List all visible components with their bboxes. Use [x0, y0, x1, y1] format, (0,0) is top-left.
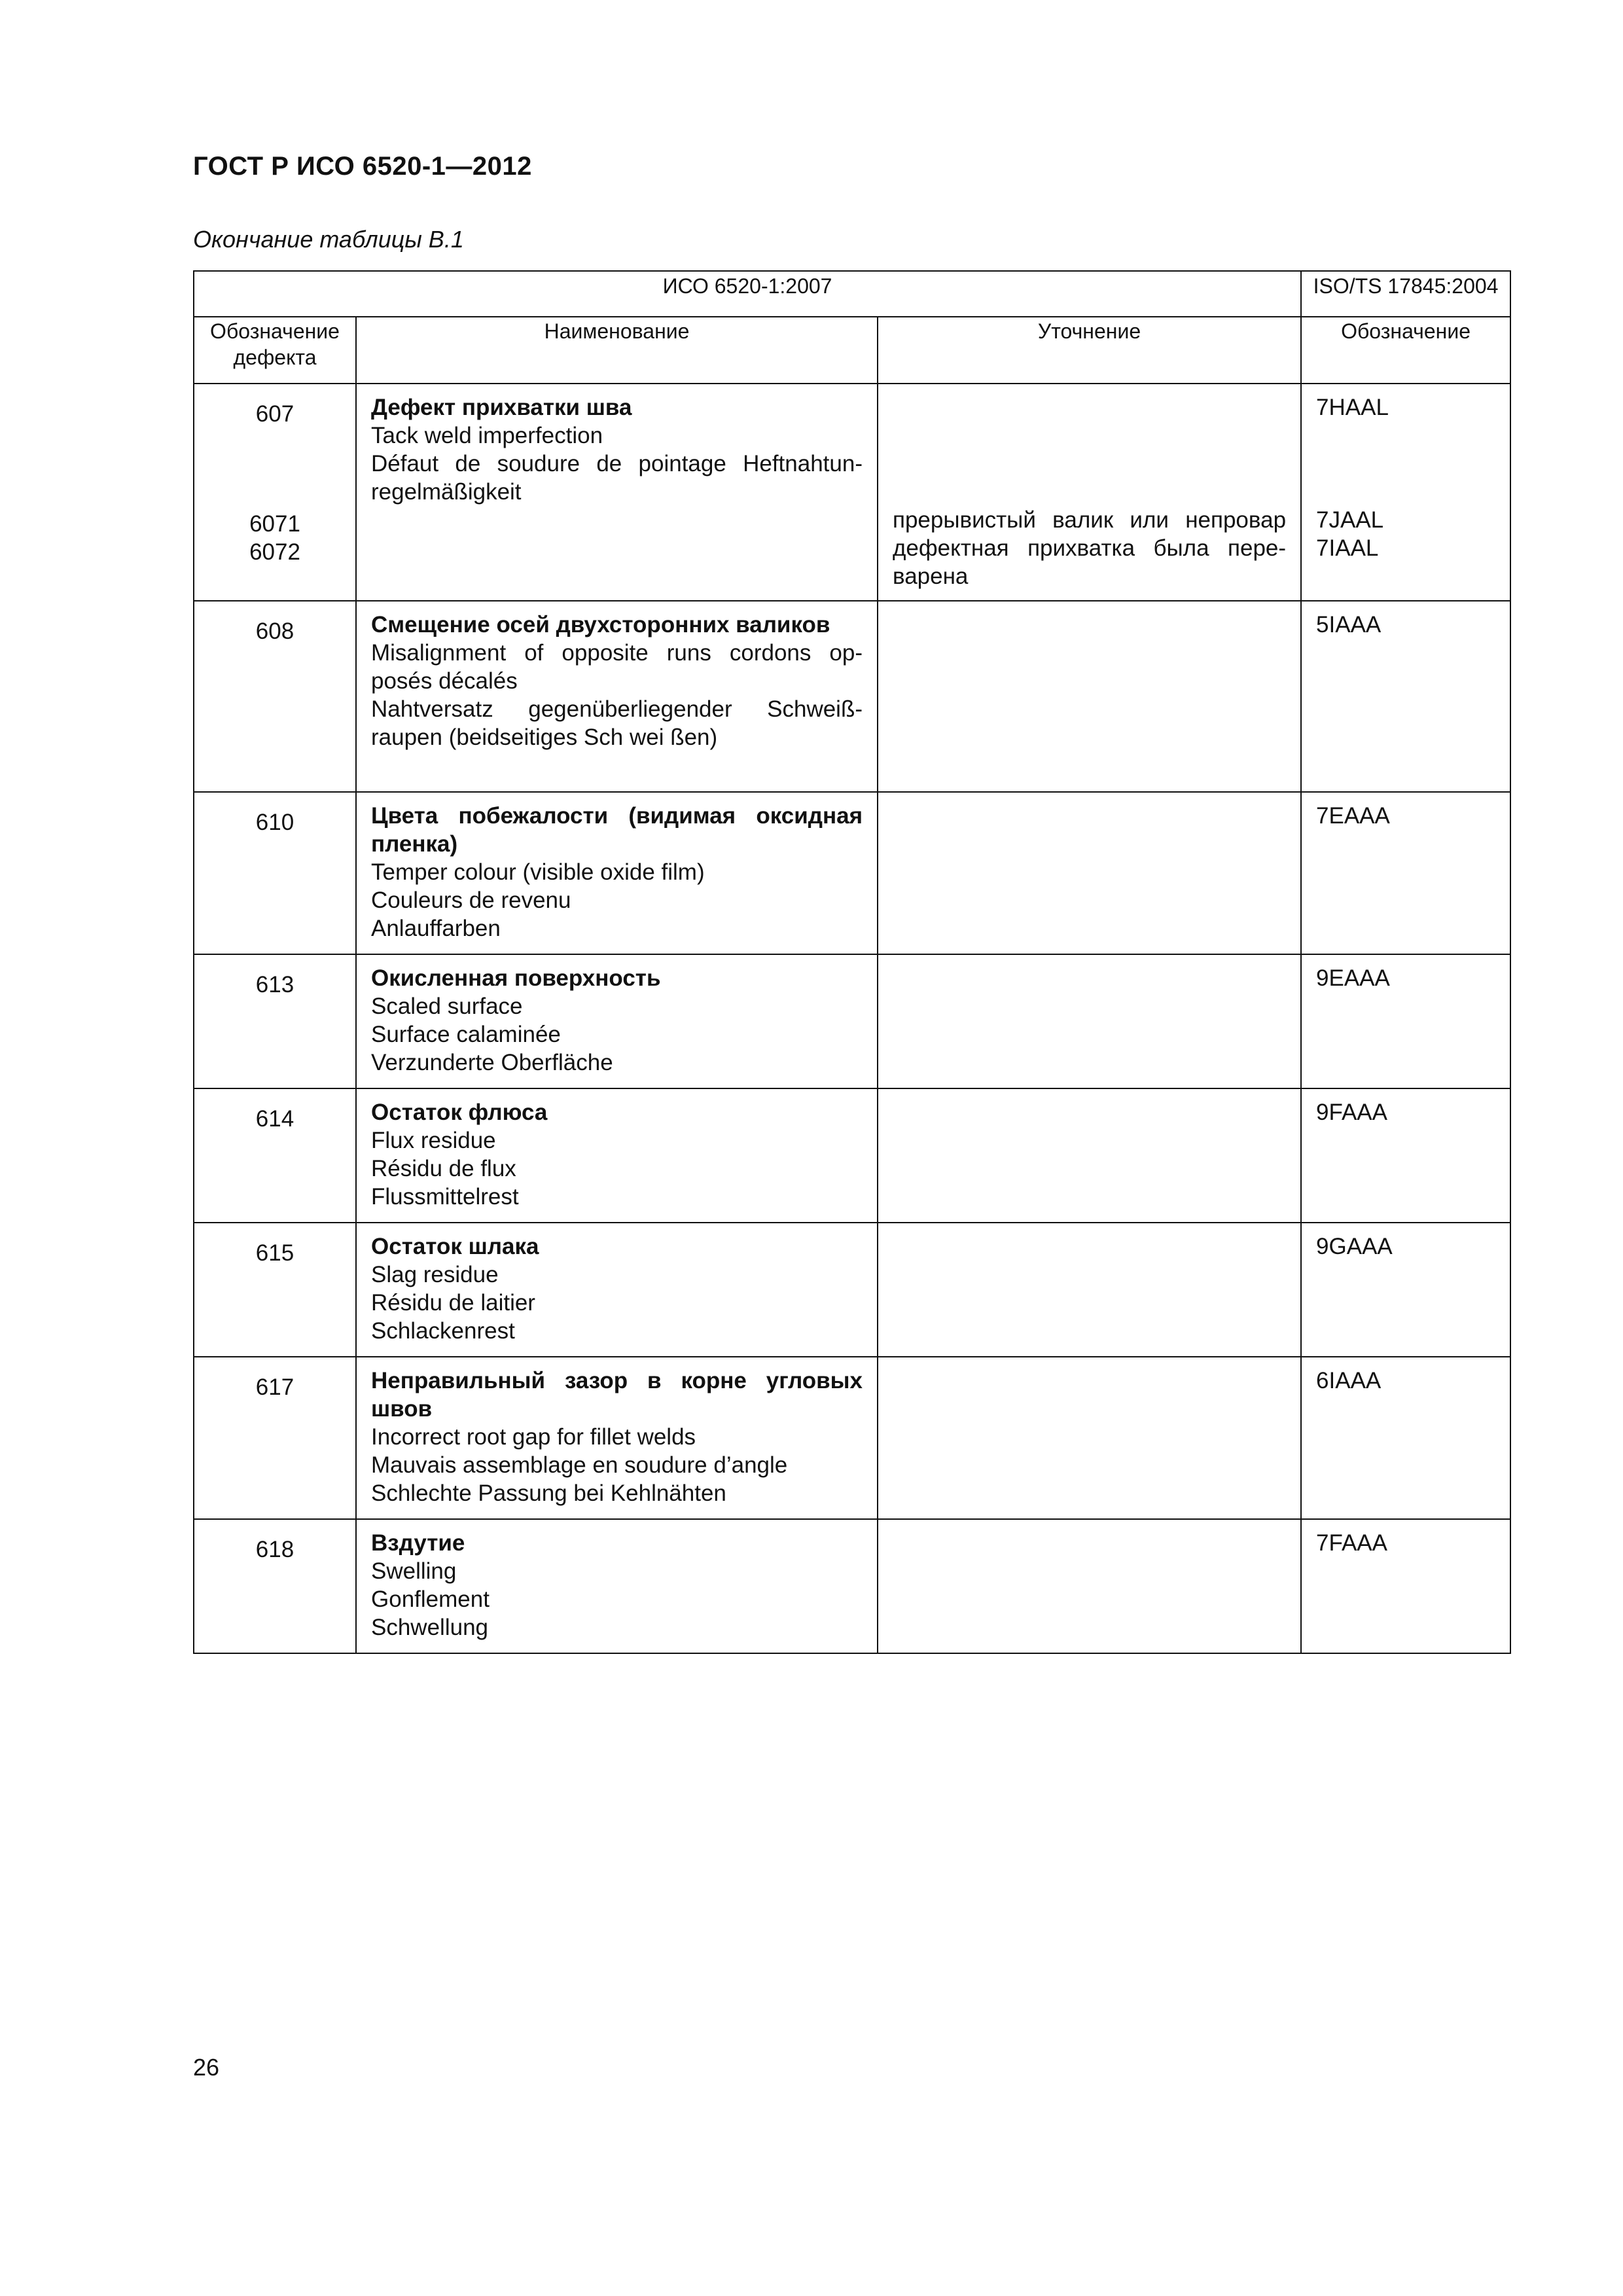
- table-row: [194, 1519, 1510, 1653]
- defect-name-fr: Mauvais assemblage en soudure d’angle: [371, 1452, 788, 1478]
- defect-name-ru: Окисленная поверхность: [371, 965, 661, 991]
- defect-name-cell: [356, 1357, 878, 1519]
- defect-note-cell: [878, 792, 1301, 954]
- defect-name-cell: [356, 1519, 878, 1653]
- column-header-note: Уточнение: [878, 317, 1301, 384]
- defect-name-en: Scaled surface: [371, 994, 523, 1019]
- table-row: [194, 792, 1510, 954]
- ts-code: 6IAAA: [1301, 1357, 1510, 1519]
- defect-note-cell: [878, 601, 1301, 792]
- defect-code: 610: [194, 792, 356, 954]
- table-row: [194, 1088, 1510, 1223]
- defect-name-en: Temper colour (visible oxide film): [371, 859, 705, 885]
- defect-note-cell: [878, 384, 1301, 601]
- defect-sub-codes: [198, 510, 351, 566]
- ts-code: 9FAAA: [1301, 1088, 1510, 1223]
- defect-sub-code: 6072: [249, 539, 300, 565]
- column-header-code: Обозначение дефекта: [194, 317, 356, 384]
- defect-name-ru: Дефект прихватки шва: [371, 395, 632, 420]
- table-row: [194, 1357, 1510, 1519]
- ts-code: 5IAAA: [1301, 601, 1510, 792]
- defect-code: 607: [255, 401, 294, 427]
- ts-code: 7HAAL: [1316, 395, 1389, 420]
- defect-note-cell: [878, 1088, 1301, 1223]
- table-column-header-row: [194, 317, 1510, 384]
- ts-code: 7EAAA: [1301, 792, 1510, 954]
- defects-table: [193, 270, 1511, 1654]
- ts-sub-code: 7JAAL: [1316, 507, 1384, 533]
- defect-note-cell: [878, 1223, 1301, 1357]
- ts-code: 9GAAA: [1301, 1223, 1510, 1357]
- defect-code: 615: [194, 1223, 356, 1357]
- defect-name-fr: Résidu de laitier: [371, 1290, 535, 1316]
- defect-name-fr: Couleurs de revenu: [371, 888, 571, 913]
- table-row: [194, 601, 1510, 792]
- defect-name-de: Flussmittelrest: [371, 1184, 519, 1210]
- defect-name-ru: Вздутие: [371, 1530, 465, 1556]
- ts-sub-code: 7IAAL: [1316, 535, 1379, 561]
- defect-name-en: Tack weld imperfection: [371, 423, 603, 448]
- defect-name-en: Slag residue: [371, 1262, 499, 1287]
- table-group-header-row: [194, 271, 1510, 317]
- defect-name-en: Misalignment of opposite runs cordons op-posés décalés: [371, 640, 863, 694]
- document-header: ГОСТ Р ИСО 6520-1—2012: [193, 152, 532, 181]
- defect-name-cell: [356, 601, 878, 792]
- table-row: [194, 1223, 1510, 1357]
- group-header-iso: ИСО 6520-1:2007: [194, 271, 1301, 317]
- table-caption: Окончание таблицы В.1: [193, 226, 464, 253]
- page-number: 26: [193, 2054, 220, 2081]
- ts-code: 7FAAA: [1301, 1519, 1510, 1653]
- defect-name-ru: Смещение осей двухсторонних валиков: [371, 612, 830, 637]
- defect-name-cell: [356, 384, 878, 601]
- defect-name-de: Anlauffarben: [371, 916, 501, 941]
- defect-name-en: Incorrect root gap for fillet welds: [371, 1424, 696, 1450]
- defect-name-cell: [356, 1088, 878, 1223]
- defect-note-cell: [878, 954, 1301, 1088]
- defect-name-de: Nahtversatz gegenüberliegender Schweiß-raupen (beidseitiges Sch wei ßen): [371, 696, 863, 750]
- defect-name-fr: Défaut de soudure de pointage Heftnahtun-regelmäßigkeit: [371, 451, 863, 505]
- defect-name-ru: Остаток флюса: [371, 1100, 548, 1125]
- defect-code: 617: [194, 1357, 356, 1519]
- defect-code: 608: [194, 601, 356, 792]
- defect-name-en: Flux residue: [371, 1128, 496, 1153]
- defect-name-ru: Цвета побежалости (видимая оксидная пленка): [371, 803, 863, 857]
- defect-note: прерывистый валик или непровар дефектная прихватка была пере-варена: [893, 507, 1287, 589]
- table-row: [194, 384, 1510, 601]
- defect-code-cell: [194, 384, 356, 601]
- defect-note-cell: [878, 1357, 1301, 1519]
- defect-name-fr: Gonflement: [371, 1587, 490, 1612]
- defect-note-cell: [878, 1519, 1301, 1653]
- defect-name-de: Verzunderte Oberfläche: [371, 1050, 613, 1075]
- defect-name-ru: Остаток шлака: [371, 1234, 539, 1259]
- defect-code: 613: [194, 954, 356, 1088]
- ts-code-cell: [1301, 384, 1510, 601]
- defect-name-fr: Surface calaminée: [371, 1022, 561, 1047]
- defect-name-de: Schlechte Passung bei Kehlnähten: [371, 1480, 726, 1506]
- defect-name-cell: [356, 954, 878, 1088]
- defect-name-de: Schlackenrest: [371, 1318, 515, 1344]
- defect-name-cell: [356, 792, 878, 954]
- defect-name-ru: Неправильный зазор в корне угловых швов: [371, 1368, 863, 1422]
- defect-name-en: Swelling: [371, 1558, 457, 1584]
- column-header-ts: Обозначение: [1301, 317, 1510, 384]
- ts-code: 9EAAA: [1301, 954, 1510, 1088]
- column-header-name: Наименование: [356, 317, 878, 384]
- defect-name-cell: [356, 1223, 878, 1357]
- defect-name-fr: Résidu de flux: [371, 1156, 516, 1181]
- defect-sub-code: 6071: [249, 511, 300, 537]
- group-header-ts: ISO/TS 17845:2004: [1301, 271, 1510, 317]
- defect-code: 614: [194, 1088, 356, 1223]
- defect-name-de: Schwellung: [371, 1615, 488, 1640]
- table-row: [194, 954, 1510, 1088]
- defect-code: 618: [194, 1519, 356, 1653]
